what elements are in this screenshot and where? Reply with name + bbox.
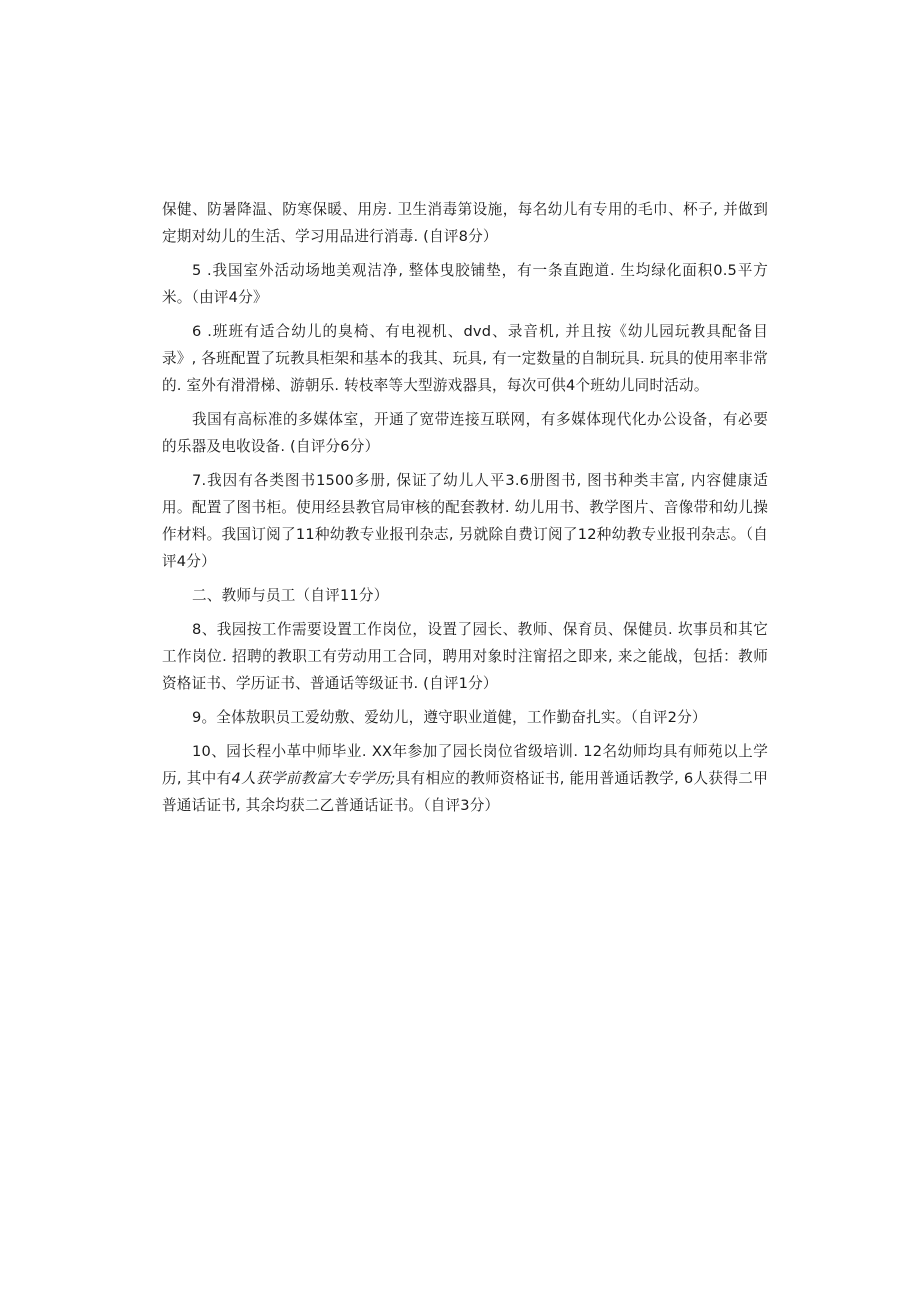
paragraph-multimedia-room: 我国有高标准的多媒体室，开通了宽带连接互联网，有多媒体现代化办公设备，有必要的乐器及电收设备. (自评分6分） [162,411,768,455]
section-heading-teachers-staff: 二、教师与员工（自评11分） [192,587,389,604]
paragraph-item-10-italic-text: 4人获学前教富大专学历; [231,770,396,787]
document-page [162,196,768,826]
paragraph-item-10-text-after: 具有相应的教师资格证书, 能用普通话教学, 6人获得二甲普通话证书, 其余均获二乙普通话证书。（自评3分） [162,770,768,814]
paragraph-item-9-staff-ethics: 9。全体敖职员工爱幼敷、爱幼儿，遵守职业道健，工作勤奋扎实。（自评2分） [192,709,707,726]
paragraph-item-8-positions: 8、我园按工作需要设置工作岗位，设置了园长、教师、保育员、保健员. 坎事员和其它工作岗位. 招聘的教职工有劳动用工合同，聘用对象时注甯招之即来, 来之能战，包括：教师资格证书、学历证书、普通话等级证书. (自评1分） [162,621,768,692]
paragraph-item-10-qualifications [162,738,768,819]
paragraph-item-7-books: 7.我因有各类图书1500多册, 保证了幼儿人平3.6册图书, 图书种类丰富, 内容健康适用。配置了图书柜。使用经县教官局审核的配套教材. 幼儿用书、教学图片、音像带和幼儿操作材料。我国订阅了11种幼教专业报刊杂志, 另就除自费订阅了12种幼教专业报刊杂志。（自评4分） [162,472,768,570]
paragraph-item-6-equipment: 6 .班班有适合幼儿的臭椅、有电视机、dvd、录音机, 并且按《幼儿园玩教具配备目录》, 各班配置了玩教具柜架和基本的我其、玩具, 有一定数量的自制玩具. 玩具的使用率非常的. 室外有滑滑梯、游朝乐. 转枝率等大型游戏器具，每次可供4个班幼儿同时活动。 [162,323,768,394]
paragraph-hygiene: 保健、防暑降温、防寒保暖、用房. 卫生消毒第设施，每名幼儿有专用的毛巾、杯子, 并做到定期对幼儿的生活、学习用品进行消毒. (自评8分） [162,201,768,245]
paragraph-item-5-outdoor-area: 5 .我国室外活动场地美观洁净, 整体曳胶铺垫，有一条直跑道. 生均绿化面积0.5平方米。（由评4分》 [162,262,768,306]
paragraph-item-10-text-before: 10、园长程小革中师毕业. XX年参加了园长岗位省级培训. 12名幼师均具有师苑以上学历, 其中有 [162,743,768,787]
